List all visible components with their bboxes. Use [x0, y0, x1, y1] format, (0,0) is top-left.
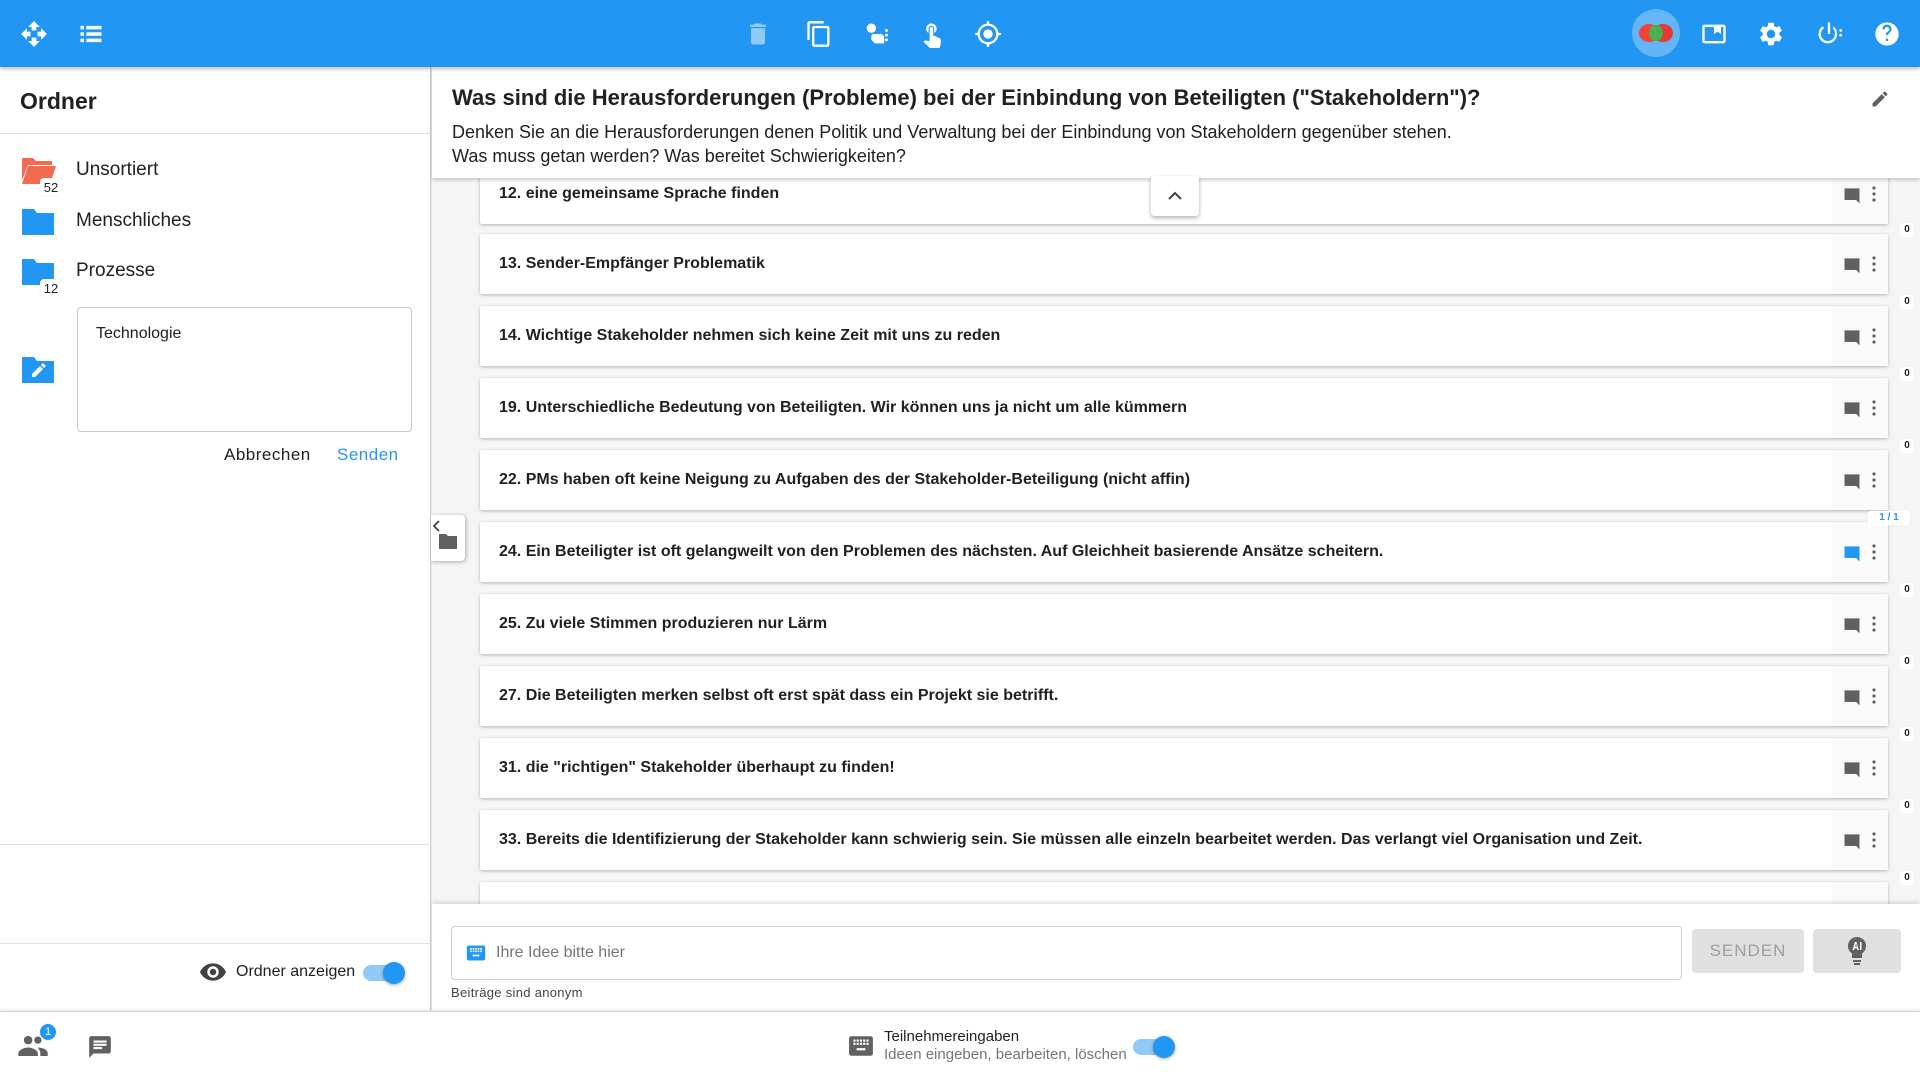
comment-count-badge: 0	[1900, 223, 1914, 237]
keyboard-icon	[466, 945, 486, 961]
sidebar-title: Ordner	[20, 88, 97, 114]
idea-card[interactable]	[480, 296, 1910, 366]
chevron-left-icon	[431, 519, 443, 533]
cancel-button[interactable]: Abbrechen	[224, 445, 311, 464]
show-folders-toggle[interactable]	[363, 962, 407, 982]
participant-input-subtitle: Ideen eingeben, bearbeiten, löschen	[884, 1046, 1127, 1063]
folder-item-unsortiert[interactable]	[0, 148, 431, 195]
idea-text: 19. Unterschiedliche Bedeutung von Beteiligten. Wir können uns ja nicht um alle kümmern	[499, 399, 1187, 416]
comment-icon[interactable]	[1842, 831, 1862, 851]
idea-text: 27. Die Beteiligten merken selbst oft erst spät dass ein Projekt sie betrifft.	[499, 687, 1059, 704]
ai-lightbulb-icon	[1845, 936, 1869, 966]
folder-item-prozesse[interactable]	[0, 249, 431, 296]
comment-icon[interactable]	[1842, 687, 1862, 707]
folder-label: Unsortiert	[76, 159, 159, 180]
comment-count-badge: 0	[1900, 439, 1914, 453]
participant-input-text	[884, 1028, 1127, 1063]
show-folders-label: Ordner anzeigen	[236, 963, 356, 980]
comment-icon[interactable]	[1842, 185, 1862, 205]
eye-icon	[200, 963, 226, 981]
idea-text: 12. eine gemeinsame Sprache finden	[499, 185, 780, 202]
chevron-up-icon	[1166, 190, 1184, 202]
touch-icon[interactable]	[915, 17, 949, 51]
folder-count-badge: 12	[40, 279, 62, 297]
power-icon[interactable]	[1812, 17, 1846, 51]
comment-icon[interactable]	[1842, 759, 1862, 779]
more-vert-icon[interactable]	[1870, 326, 1878, 346]
touch-settings-icon[interactable]	[859, 17, 893, 51]
idea-text: 13. Sender-Empfänger Problematik	[499, 255, 765, 272]
comment-count-badge: 0	[1900, 295, 1914, 309]
more-vert-icon[interactable]	[1870, 254, 1878, 274]
more-vert-icon[interactable]	[1870, 542, 1878, 562]
folder-label: Prozesse	[76, 260, 156, 281]
comment-count-badge: 0	[1900, 655, 1914, 669]
list-view-icon[interactable]	[74, 17, 108, 51]
folder-edit-icon	[20, 353, 56, 385]
idea-input-box[interactable]	[451, 926, 1682, 980]
idea-text: 22. PMs haben oft keine Neigung zu Aufgaben des der Stakeholder-Beteiligung (nicht affin)	[499, 471, 1191, 488]
idea-input-area	[432, 904, 1920, 1011]
help-icon[interactable]	[1870, 17, 1904, 51]
comment-icon[interactable]	[1842, 327, 1862, 347]
ai-idea-button[interactable]	[1813, 929, 1901, 973]
idea-text: 14. Wichtige Stakeholder nehmen sich keine Zeit mit uns zu reden	[499, 327, 1001, 344]
folder-sidebar	[0, 67, 431, 1011]
toggle-knob	[383, 962, 405, 984]
divider	[0, 844, 431, 845]
bottom-bar	[0, 1011, 1920, 1080]
keyboard-icon	[848, 1036, 874, 1056]
folder-count-badge: 52	[40, 178, 62, 196]
target-icon[interactable]	[971, 17, 1005, 51]
comment-count-badge: 0	[1900, 799, 1914, 813]
idea-text: 33. Bereits die Identifizierung der Stakeholder kann schwierig sein. Sie müssen alle einzeln bearbeitet werden. Das verlangt viel Organisation und Zeit.	[499, 831, 1643, 848]
collapse-sidebar-tab[interactable]	[431, 515, 465, 561]
idea-card[interactable]	[480, 656, 1910, 726]
anonymous-note: Beiträge sind anonym	[451, 985, 583, 1000]
idea-card[interactable]	[480, 512, 1899, 582]
new-folder-textarea[interactable]	[78, 308, 411, 431]
send-idea-button[interactable]: SENDEN	[1692, 929, 1804, 973]
toggle-knob	[1153, 1036, 1175, 1058]
idea-card[interactable]	[480, 368, 1910, 438]
idea-card[interactable]	[480, 224, 1910, 294]
comment-count-badge: 0	[1900, 727, 1914, 741]
folder-icon	[20, 205, 56, 237]
move-icon[interactable]	[17, 17, 51, 51]
participant-input-title: Teilnehmereingaben	[884, 1028, 1020, 1045]
more-vert-icon[interactable]	[1870, 614, 1878, 634]
idea-card[interactable]	[480, 728, 1910, 798]
participants-status-icon[interactable]	[1632, 9, 1680, 57]
question-header	[432, 67, 1920, 178]
more-vert-icon[interactable]	[1870, 184, 1878, 204]
description-line: Was muss getan werden? Was bereitet Schwierigkeiten?	[452, 146, 906, 166]
comment-count-badge: 0	[1900, 871, 1914, 885]
divider	[0, 943, 431, 944]
comment-icon[interactable]	[1842, 615, 1862, 635]
idea-actions	[1832, 882, 1888, 904]
scroll-up-button[interactable]	[1151, 176, 1199, 216]
chat-icon[interactable]	[87, 1034, 117, 1060]
new-folder-input[interactable]	[77, 307, 412, 432]
comment-icon[interactable]	[1842, 471, 1862, 491]
comment-icon[interactable]	[1842, 543, 1862, 563]
idea-card[interactable]	[480, 800, 1910, 870]
folder-item-menschliches[interactable]	[0, 199, 431, 243]
comment-icon[interactable]	[1842, 399, 1862, 419]
divider	[0, 133, 431, 134]
delete-icon[interactable]	[741, 17, 775, 51]
send-folder-button[interactable]: Senden	[337, 445, 399, 464]
comment-count-badge: 1 / 1	[1868, 511, 1910, 525]
idea-card[interactable]	[480, 584, 1910, 654]
more-vert-icon[interactable]	[1870, 758, 1878, 778]
top-app-bar	[0, 0, 1920, 67]
participant-input-control	[848, 1028, 1177, 1063]
folder-icon	[438, 532, 458, 550]
participant-input-toggle[interactable]	[1133, 1036, 1177, 1056]
export-icon[interactable]	[1697, 17, 1731, 51]
comment-count-badge: 0	[1900, 367, 1914, 381]
participants-count-badge: 1	[40, 1024, 56, 1040]
idea-card[interactable]	[480, 872, 1910, 904]
idea-input[interactable]	[496, 944, 1646, 962]
copy-icon[interactable]	[802, 17, 836, 51]
edit-icon[interactable]	[1870, 89, 1892, 111]
settings-icon[interactable]	[1754, 17, 1788, 51]
question-title: Was sind die Herausforderungen (Probleme) bei der Einbindung von Beteiligten ("Stakeholdern")?	[452, 85, 1481, 110]
idea-text: 31. die "richtigen" Stakeholder überhaupt zu finden!	[499, 759, 895, 776]
idea-text: 24. Ein Beteiligter ist oft gelangweilt von den Problemen des nächsten. Auf Gleichheit basierende Ansätze scheitern.	[499, 543, 1384, 560]
idea-text: 25. Zu viele Stimmen produzieren nur Lärm	[499, 615, 828, 632]
comment-icon[interactable]	[1842, 255, 1862, 275]
idea-card[interactable]	[480, 440, 1910, 510]
folder-label: Menschliches	[76, 210, 192, 231]
description-line: Denken Sie an die Herausforderungen denen Politik und Verwaltung bei der Einbindung von Stakeholdern gegenüber stehen.	[452, 122, 1452, 142]
more-vert-icon[interactable]	[1870, 686, 1878, 706]
show-folders-row	[200, 962, 407, 982]
more-vert-icon[interactable]	[1870, 470, 1878, 490]
question-description	[452, 120, 1652, 168]
comment-count-badge: 0	[1900, 583, 1914, 597]
more-vert-icon[interactable]	[1870, 830, 1878, 850]
idea-list	[432, 178, 1920, 904]
more-vert-icon[interactable]	[1870, 398, 1878, 418]
